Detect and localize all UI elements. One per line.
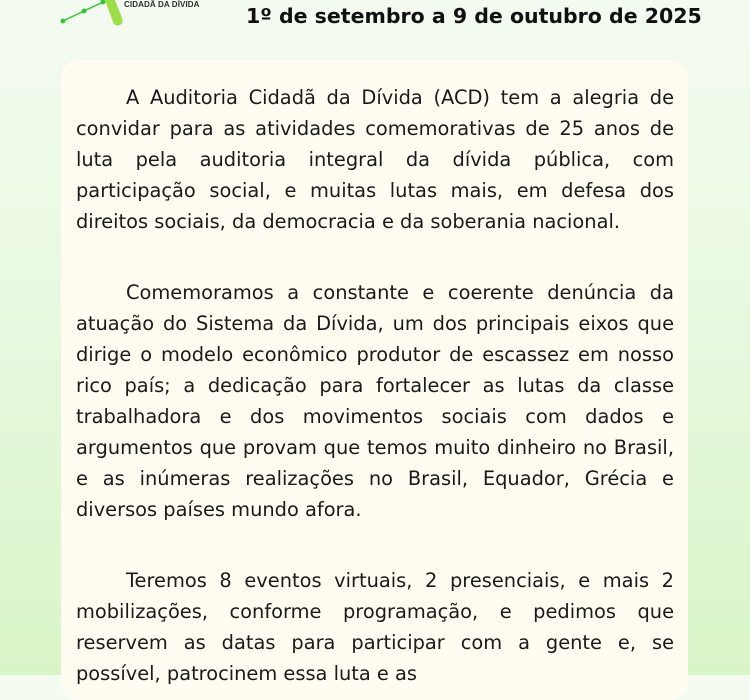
org-name: CIDADÃ DA DÍVIDA <box>124 0 200 9</box>
paragraph-1-text: A Auditoria Cidadã da Dívida (ACD) tem a alegria de convidar para as atividades comemorativas de 25 anos de luta pela auditoria integral da dívida pública, com participação social, e muitas lutas mais, em defesa dos direitos sociais, da democracia e da soberania nacional. <box>76 86 674 233</box>
paragraph-3-text: Teremos 8 eventos virtuais, 2 presenciais, e mais 2 mobilizações, conforme programação, e pedimos que reservem as datas para participar com a gente e, se possível, patrocinem essa luta e as <box>76 569 674 685</box>
paragraph-2-text: Comemoramos a constante e coerente denúncia da atuação do Sistema da Dívida, um dos principais eixos que dirige o modelo econômico produtor de escassez em nosso rico país; a dedicação para fortalecer as lutas da classe trabalhadora e dos movimentos sociais com dados e argumentos que provam que temos muito dinheiro no Brasil, e as inúmeras realizações no Brasil, Equador, Grécia e diversos países mundo afora. <box>76 281 674 521</box>
paragraph-1 <box>76 82 674 237</box>
paragraph-2 <box>76 277 674 525</box>
paragraph-3 <box>76 565 674 689</box>
date-range: 1º de setembro a 9 de outubro de 2025 <box>246 4 702 28</box>
